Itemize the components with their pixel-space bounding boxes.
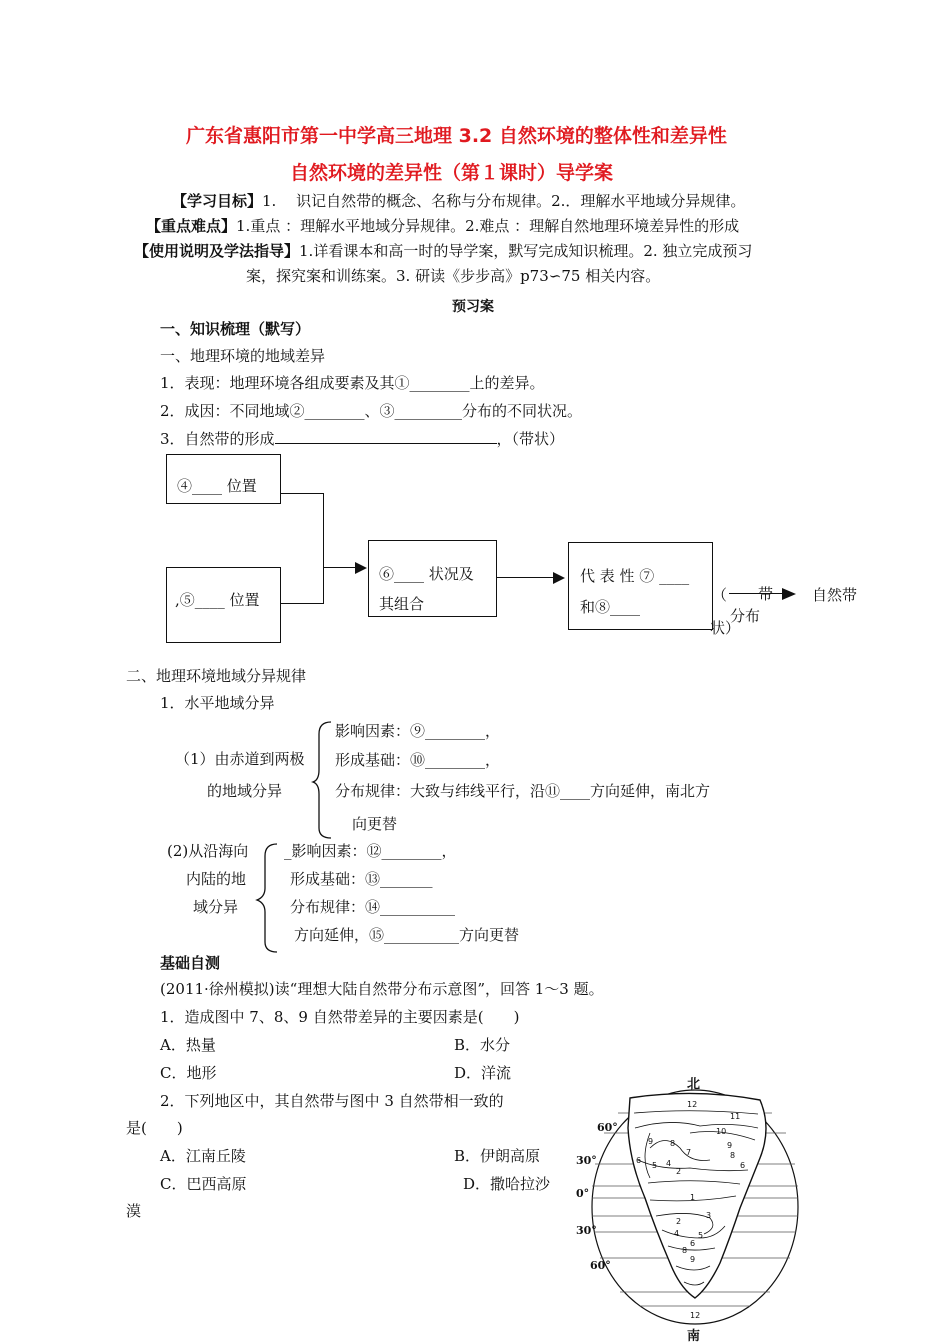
sub1-heading: 一、地理环境的地域差异 [160,347,326,365]
q1-option-a: A．热量 [160,1036,216,1054]
item3-suffix: ，（带状） [496,430,565,448]
figure-north-label: 北 [687,1077,701,1092]
zone-number-2b: 2 [676,1217,682,1226]
p2-d: 方向延伸，⑮__________方向更替 [294,926,520,944]
usage-text1: 1.详看课本和高一时的导学案，默写完成知识梳理。2. 独立完成预习 [299,242,753,260]
arrow-head-icon [782,588,796,600]
learning-goal [172,190,745,211]
preview-heading: 预习案 [452,299,494,315]
focus-label: 【重点难点】 [146,217,237,235]
zone-number-5b: 5 [698,1231,704,1240]
item3 [160,428,564,449]
question-2-line2: 是( ) [126,1119,183,1137]
q2-option-d: D．撒哈拉沙 [463,1175,551,1193]
key-points [146,215,739,236]
lat-label-60s: 60° [590,1259,611,1272]
p1-label2: 的地域分异 [207,782,283,800]
item1: 1．表现：地理环境各组成要素及其①________上的差异。 [160,374,545,392]
question-2-line1: 2．下列地区中，其自然带与图中 3 自然带相一致的 [160,1092,504,1110]
question-1: 1．造成图中 7、8、9 自然带差异的主要因素是( ) [160,1008,520,1026]
item3-label: 3．自然带的形成 [160,430,275,448]
flow-paren: （ [712,586,728,604]
lat-label-30n: 30° [576,1154,597,1167]
zone-number-12b: 12 [690,1311,701,1320]
connector-h1 [281,493,324,494]
zone-number-8: 8 [670,1139,676,1148]
zone-number-12: 12 [687,1100,698,1109]
document-title-line2: 自然环境的差异性（第１课时）导学案 [290,162,614,184]
natural-zone-map [590,1088,800,1326]
flow-box-5-label: ,⑤____ 位置 [175,591,260,609]
connector-v [323,493,324,604]
q1-option-d: D．洋流 [454,1064,512,1082]
zone-number-1: 1 [690,1193,696,1202]
q2-option-a: A．江南丘陵 [160,1147,246,1165]
p1-b: 形成基础：⑩________， [335,751,501,769]
zone-number-7: 7 [686,1148,692,1157]
arrow-head-icon [355,562,367,574]
p2-b: 形成基础：⑬_______ [290,870,433,888]
zone-number-4: 4 [666,1159,672,1168]
zone-number-6: 6 [636,1156,642,1165]
p2-label3: 域分异 [193,898,239,916]
flow-fenbu: 分布 [730,607,761,625]
flow-target: 自然带 [812,586,858,604]
zone-number-3: 3 [706,1211,712,1220]
flow-box-6-line1: ⑥____ 状况及 [379,565,474,583]
zone-number-9c: 9 [690,1255,696,1264]
zone-number-4b: 4 [674,1229,680,1238]
document-title-line1: 广东省惠阳市第一中学高三地理 3.2 自然环境的整体性和差异性 [186,125,727,147]
flow-dai: 带 [758,585,774,603]
zone-number-11: 11 [730,1112,741,1121]
brace-icon [311,720,333,840]
section2-sub1: 1．水平地域分异 [160,694,275,712]
figure-south-label: 南 [687,1329,701,1344]
focus-text: 1.重点 ：理解水平地域分异规律。2.难点 ：理解自然地理环境差异性的形成 [236,217,740,235]
q2-option-d-cont: 漠 [126,1202,142,1220]
test-heading: 基础自测 [160,954,221,972]
flow-box-6-line2: 其组合 [379,595,425,613]
q1-option-c: C．地形 [160,1064,217,1082]
q1-option-b: B．水分 [454,1036,511,1054]
flow-box-7 [568,542,713,630]
zone-number-9b: 9 [727,1141,733,1150]
p1-a: 影响因素：⑨________， [335,722,501,740]
connector-h2 [281,603,324,604]
usage-instructions [134,240,752,261]
connector-h3 [323,567,359,568]
section1-heading: 一、知识梳理（默写） [160,320,311,338]
zone-number-8c: 8 [682,1246,688,1255]
flow-box-5 [166,567,281,643]
lat-label-30s: 30° [576,1224,597,1237]
p2-a: _影响因素：⑫________， [284,842,457,860]
p1-c: 分布规律：大致与纬线平行，沿⑪____方向延伸，南北方 [335,782,711,800]
connector-h4 [497,577,557,578]
p1-d: 向更替 [352,815,398,833]
zone-number-6b: 6 [740,1161,746,1170]
goal-text: 1. 识记自然带的概念、名称与分布规律。2.．理解水平地域分异规律。 [262,192,746,210]
test-intro: (2011·徐州模拟)读“理想大陆自然带分布示意图”，回答 1～3 题。 [160,980,604,998]
q2-option-c: C．巴西高原 [160,1175,247,1193]
zone-number-9: 9 [648,1137,654,1146]
connector-h5 [729,593,784,594]
zone-number-8b: 8 [730,1151,736,1160]
continent-outline [628,1093,766,1298]
lat-label-0: 0° [576,1187,590,1200]
p2-c: 分布规律：⑭__________ [290,898,456,916]
q2-option-b: B．伊朗高原 [454,1147,541,1165]
item3-blank [275,429,497,444]
flow-box-7-line1: 代 表 性 ⑦ ____ [580,567,690,585]
zone-number-5: 5 [652,1161,658,1170]
p2-label2: 内陆的地 [186,870,247,888]
zone-number-2: 2 [676,1167,682,1176]
lat-label-60n: 60° [597,1121,618,1134]
arrow-head-icon [553,572,565,584]
flow-box-7-line2: 和⑧____ [580,598,641,616]
flow-box-6 [368,540,497,617]
brace-icon [255,842,279,954]
flow-box-4-label: ④____ 位置 [177,477,257,495]
flow-box-4 [166,454,281,504]
p1-label1: （1）由赤道到两极 [175,750,305,768]
zone-number-10: 10 [716,1127,727,1136]
p2-label1: (2)从沿海向 [167,842,249,860]
zone-number-6c: 6 [690,1239,696,1248]
usage-label: 【使用说明及学法指导】 [134,242,300,260]
goal-label: 【学习目标】 [172,192,263,210]
item2: 2．成因：不同地域②________、③_________分布的不同状况。 [160,402,583,420]
flow-zhuang: 状） [710,619,741,637]
usage-text2: 案，探究案和训练案。3. 研读《步步高》p73∽75 相关内容。 [246,267,661,285]
section2-heading: 二、地理环境地域分异规律 [126,667,307,685]
